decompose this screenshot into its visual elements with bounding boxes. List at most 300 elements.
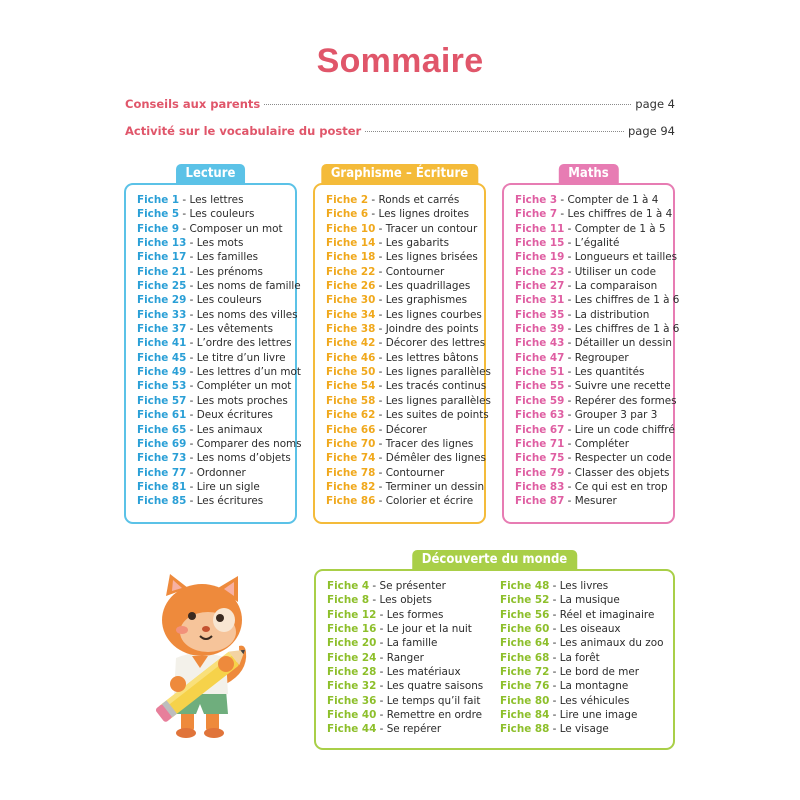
fiche-item[interactable] (137, 207, 295, 221)
fiche-separator: - (375, 222, 386, 235)
fiche-separator: - (186, 380, 197, 393)
fiche-item[interactable] (500, 636, 673, 650)
fiche-number: Fiche 23 (515, 265, 565, 278)
fiche-number: Fiche 8 (327, 594, 370, 607)
fiche-number: Fiche 30 (326, 294, 376, 307)
fiche-list (327, 579, 500, 737)
fiche-number: Fiche 67 (515, 423, 565, 436)
fiche-item[interactable] (137, 236, 295, 250)
fiche-item[interactable] (515, 379, 673, 393)
fiche-label: Compléter un mot (196, 380, 292, 393)
fiche-item[interactable] (326, 351, 484, 365)
fiche-label: Les prénoms (196, 265, 263, 278)
fiche-item[interactable] (137, 250, 295, 264)
fiche-separator: - (549, 594, 560, 607)
fiche-separator: - (186, 394, 197, 407)
fiche-item[interactable] (515, 437, 673, 451)
fiche-label: Les noms d’objets (196, 452, 291, 465)
fiche-number: Fiche 36 (327, 694, 377, 707)
fiche-item[interactable] (326, 207, 484, 221)
fiche-number: Fiche 61 (137, 409, 187, 422)
fiche-label: Les lettres (189, 194, 244, 206)
fiche-separator: - (186, 337, 197, 350)
fiche-label: Les livres (559, 580, 609, 592)
fiche-item[interactable] (515, 293, 680, 307)
fiche-item[interactable] (500, 593, 673, 607)
fiche-number: Fiche 35 (515, 308, 565, 321)
fiche-separator: - (368, 208, 379, 221)
fiche-label: Les graphismes (385, 294, 468, 307)
fiche-item[interactable] (515, 308, 673, 322)
fiche-item[interactable] (500, 708, 673, 722)
fiche-separator: - (186, 294, 197, 307)
fiche-label: Les lignes droites (378, 208, 470, 221)
fiche-item[interactable] (515, 279, 673, 293)
fiche-item[interactable] (137, 322, 295, 336)
fiche-separator: - (549, 709, 560, 722)
fiche-separator: - (564, 423, 575, 436)
fiche-item[interactable] (500, 622, 673, 636)
fiche-separator: - (186, 237, 197, 250)
fiche-number: Fiche 51 (515, 366, 565, 379)
fiche-number: Fiche 22 (326, 265, 376, 278)
fiche-number: Fiche 59 (515, 394, 565, 407)
fiche-separator: - (376, 651, 387, 664)
fiche-label: Les animaux du zoo (559, 637, 664, 650)
fiche-label: Les lignes brisées (385, 251, 478, 264)
fiche-separator: - (368, 194, 379, 206)
fiche-item[interactable] (137, 265, 295, 279)
fiche-item[interactable] (500, 722, 673, 736)
fiche-item[interactable] (515, 451, 673, 465)
fiche-separator: - (179, 222, 190, 235)
fiche-separator: - (369, 580, 380, 592)
fiche-label: Les quadrillages (385, 280, 471, 293)
fiche-label: L’ordre des lettres (196, 337, 292, 350)
fiche-item[interactable] (326, 394, 491, 408)
section-lecture (124, 166, 302, 524)
fiche-label: Regrouper (574, 351, 629, 364)
fiche-label: Compter de 1 à 5 (574, 222, 666, 235)
fiche-number: Fiche 68 (500, 651, 550, 664)
fiche-label: Le temps qu’il fait (386, 694, 481, 707)
fiche-label: Les véhicules (559, 694, 630, 707)
fiche-label: Décorer des lettres (385, 337, 486, 350)
fiche-label: Ordonner (196, 466, 246, 479)
fiche-number: Fiche 64 (500, 637, 550, 650)
toc-label: Conseils aux parents (125, 97, 261, 111)
fiche-item[interactable] (137, 394, 295, 408)
fiche-separator: - (376, 637, 387, 650)
fiche-label: Démêler des lignes (385, 452, 486, 465)
fiche-number: Fiche 58 (326, 394, 376, 407)
fiche-label: Classer des objets (574, 466, 670, 479)
fiche-label: Deux écritures (196, 409, 273, 422)
fiche-number: Fiche 52 (500, 594, 550, 607)
toc-label: Activité sur le vocabulaire du poster (125, 124, 362, 138)
fiche-number: Fiche 69 (137, 437, 187, 450)
fiche-separator: - (375, 251, 386, 264)
fiche-number: Fiche 70 (326, 437, 376, 450)
fiche-separator: - (375, 265, 386, 278)
fiche-number: Fiche 76 (500, 680, 550, 693)
fiche-item[interactable] (515, 466, 673, 480)
fiche-separator: - (375, 323, 386, 336)
fiche-separator: - (564, 495, 575, 508)
fiche-separator: - (186, 251, 197, 264)
fiche-number: Fiche 39 (515, 323, 565, 336)
fiche-number: Fiche 57 (137, 394, 187, 407)
fiche-item[interactable] (137, 365, 301, 379)
fiche-label: Comparer des noms (196, 437, 302, 450)
fiche-label: Les lignes courbes (385, 308, 482, 321)
fiche-number: Fiche 9 (137, 222, 180, 235)
toc-line-parents[interactable] (125, 97, 675, 111)
fiche-label: La distribution (574, 308, 650, 321)
fiche-separator: - (186, 437, 197, 450)
fiche-label: Les écritures (196, 495, 264, 508)
fiche-number: Fiche 37 (137, 323, 187, 336)
fiche-label: Les familles (196, 251, 259, 264)
fiche-item[interactable] (137, 293, 295, 307)
fiche-separator: - (186, 308, 197, 321)
fiche-separator: - (549, 666, 560, 679)
fiche-number: Fiche 63 (515, 409, 565, 422)
fiche-item[interactable] (515, 394, 677, 408)
fiche-item[interactable] (137, 408, 295, 422)
fiche-number: Fiche 31 (515, 294, 565, 307)
fiche-label: Joindre des points (385, 323, 479, 336)
fiche-list (504, 193, 680, 509)
fiche-separator: - (564, 337, 575, 350)
fiche-item[interactable] (515, 250, 678, 264)
fiche-label: Grouper 3 par 3 (574, 409, 658, 422)
fiche-number: Fiche 21 (137, 265, 187, 278)
fiche-separator: - (375, 308, 386, 321)
fiche-number: Fiche 71 (515, 437, 565, 450)
fiche-list (315, 193, 491, 509)
fiche-item[interactable] (326, 222, 484, 236)
fiche-label: Respecter un code (574, 452, 672, 465)
fiche-item[interactable] (137, 336, 295, 350)
fiche-item[interactable] (515, 222, 673, 236)
fiche-item[interactable] (326, 494, 484, 508)
cat-with-pencil-icon (148, 572, 258, 742)
fiche-label: Colorier et écrire (385, 495, 474, 508)
fiche-separator: - (375, 351, 386, 364)
fiche-item[interactable] (326, 265, 484, 279)
fiche-label: Les tracés continus (385, 380, 487, 393)
fiche-separator: - (564, 480, 575, 493)
fiche-separator: - (375, 337, 386, 350)
fiche-separator: - (186, 452, 197, 465)
fiche-separator: - (186, 495, 197, 508)
fiche-label: Longueurs et tailles (574, 251, 678, 264)
fiche-number: Fiche 82 (326, 480, 376, 493)
fiche-item[interactable] (326, 279, 484, 293)
page-title: Sommaire (316, 42, 484, 80)
fiche-separator: - (375, 423, 386, 436)
section-maths (502, 166, 680, 524)
fiche-item[interactable] (137, 480, 295, 494)
fiche-separator: - (179, 194, 190, 206)
fiche-item[interactable] (327, 579, 500, 593)
fiche-separator: - (549, 723, 560, 736)
fiche-number: Fiche 29 (137, 294, 187, 307)
fiche-separator: - (375, 495, 386, 508)
fiche-item[interactable] (515, 265, 673, 279)
fiche-separator: - (376, 723, 387, 736)
fiche-item[interactable] (326, 293, 484, 307)
fiche-number: Fiche 47 (515, 351, 565, 364)
fiche-item[interactable] (326, 451, 484, 465)
fiche-label: Le jour et la nuit (386, 623, 472, 636)
fiche-number: Fiche 79 (515, 466, 565, 479)
fiche-number: Fiche 75 (515, 452, 565, 465)
fiche-label: Se présenter (379, 580, 446, 592)
fiche-item[interactable] (137, 494, 295, 508)
fiche-number: Fiche 66 (326, 423, 376, 436)
fiche-number: Fiche 40 (327, 709, 377, 722)
fiche-item[interactable] (515, 236, 673, 250)
fiche-item[interactable] (327, 665, 500, 679)
fiche-item[interactable] (326, 379, 487, 393)
fiche-number: Fiche 27 (515, 280, 565, 293)
fiche-label: Les animaux (196, 423, 263, 436)
fiche-number: Fiche 84 (500, 709, 550, 722)
fiche-item[interactable] (326, 466, 484, 480)
fiche-separator: - (186, 265, 197, 278)
fiche-item[interactable] (137, 379, 295, 393)
fiche-item[interactable] (515, 423, 673, 437)
fiche-separator: - (186, 280, 197, 293)
fiche-item[interactable] (137, 466, 295, 480)
fiche-item[interactable] (327, 608, 500, 622)
fiche-number: Fiche 18 (326, 251, 376, 264)
fiche-number: Fiche 34 (326, 308, 376, 321)
fiche-item[interactable] (327, 722, 500, 736)
fiche-number: Fiche 53 (137, 380, 187, 393)
section-tab-graphisme: Graphisme – Écriture (321, 164, 478, 184)
fiche-label: L’égalité (574, 237, 620, 250)
fiche-separator: - (564, 308, 575, 321)
fiche-item[interactable] (327, 679, 500, 693)
fiche-label: Composer un mot (189, 222, 283, 235)
fiche-number: Fiche 38 (326, 323, 376, 336)
fiche-item[interactable] (326, 365, 491, 379)
fiche-item[interactable] (326, 437, 484, 451)
fiche-label: La comparaison (574, 280, 658, 293)
fiche-separator: - (375, 394, 386, 407)
fiche-item[interactable] (515, 494, 673, 508)
fiche-separator: - (375, 409, 386, 422)
fiche-item[interactable] (500, 679, 673, 693)
fiche-separator: - (564, 351, 575, 364)
fiche-number: Fiche 32 (327, 680, 377, 693)
fiche-label: Repérer des formes (574, 394, 677, 407)
fiche-separator: - (549, 580, 560, 592)
fiche-item[interactable] (326, 322, 484, 336)
fiche-number: Fiche 55 (515, 380, 565, 393)
fiche-item[interactable] (137, 308, 298, 322)
fiche-item[interactable] (327, 593, 500, 607)
section-tab-lecture: Lecture (176, 164, 246, 184)
fiche-separator: - (564, 323, 575, 336)
fiche-number: Fiche 78 (326, 466, 376, 479)
fiche-number: Fiche 7 (515, 208, 558, 221)
fiche-label: Ce qui est en trop (574, 480, 668, 493)
fiche-number: Fiche 11 (515, 222, 565, 235)
fiche-list (500, 579, 673, 737)
fiche-separator: - (549, 651, 560, 664)
fiche-number: Fiche 46 (326, 351, 376, 364)
fiche-number: Fiche 15 (515, 237, 565, 250)
section-decouverte-monde (314, 552, 675, 750)
fiche-item[interactable] (137, 423, 295, 437)
fiche-number: Fiche 86 (326, 495, 376, 508)
fiche-number: Fiche 50 (326, 366, 376, 379)
fiche-number: Fiche 62 (326, 409, 376, 422)
fiche-separator: - (564, 380, 575, 393)
fiche-item[interactable] (327, 708, 500, 722)
fiche-label: La famille (386, 637, 438, 650)
fiche-label: Les chiffres de 1 à 4 (567, 208, 673, 221)
fiche-number: Fiche 45 (137, 351, 187, 364)
fiche-separator: - (564, 437, 575, 450)
fiche-label: Le visage (559, 723, 609, 736)
fiche-separator: - (186, 323, 197, 336)
fiche-item[interactable] (515, 336, 673, 350)
fiche-separator: - (564, 294, 575, 307)
fiche-number: Fiche 42 (326, 337, 376, 350)
fiche-separator: - (564, 452, 575, 465)
fiche-label: Compléter (574, 437, 630, 450)
fiche-item[interactable] (326, 250, 484, 264)
fiche-label: La musique (559, 594, 620, 607)
fiche-item[interactable] (137, 222, 295, 236)
fiche-item[interactable] (515, 193, 673, 207)
fiche-number: Fiche 87 (515, 495, 565, 508)
fiche-item[interactable] (327, 636, 500, 650)
fiche-number: Fiche 19 (515, 251, 565, 264)
fiche-separator: - (549, 694, 560, 707)
fiche-label: Les formes (386, 608, 444, 621)
fiche-item[interactable] (326, 408, 489, 422)
fiche-label: Tracer des lignes (385, 437, 474, 450)
fiche-label: Ranger (386, 651, 424, 664)
fiche-item[interactable] (137, 351, 295, 365)
fiche-item[interactable] (327, 622, 500, 636)
fiche-list (126, 193, 302, 509)
fiche-separator: - (564, 394, 575, 407)
fiche-number: Fiche 16 (327, 623, 377, 636)
fiche-item[interactable] (137, 451, 295, 465)
fiche-separator: - (564, 251, 575, 264)
fiche-label: Suivre une recette (574, 380, 671, 393)
fiche-number: Fiche 54 (326, 380, 376, 393)
fiche-label: Terminer un dessin (385, 480, 485, 493)
fiche-number: Fiche 12 (327, 608, 377, 621)
fiche-item[interactable] (500, 579, 673, 593)
fiche-item[interactable] (500, 651, 673, 665)
fiche-label: Contourner (385, 466, 445, 479)
fiche-separator: - (375, 366, 386, 379)
toc-line-poster[interactable] (125, 124, 675, 138)
fiche-item[interactable] (515, 322, 680, 336)
fiche-label: Se repérer (386, 723, 442, 736)
fiche-label: Réel et imaginaire (559, 608, 655, 621)
fiche-label: Tracer un contour (385, 222, 478, 235)
fiche-label: Le titre d’un livre (196, 351, 286, 364)
fiche-label: Les chiffres de 1 à 6 (574, 323, 680, 336)
fiche-item[interactable] (326, 480, 484, 494)
fiche-separator: - (376, 666, 387, 679)
fiche-separator: - (186, 466, 197, 479)
fiche-item[interactable] (515, 351, 673, 365)
fiche-item[interactable] (326, 308, 484, 322)
fiche-separator: - (549, 623, 560, 636)
fiche-item[interactable] (515, 207, 673, 221)
fiche-label: Les quantités (574, 366, 645, 379)
fiche-item[interactable] (137, 279, 301, 293)
fiche-number: Fiche 26 (326, 280, 376, 293)
fiche-separator: - (179, 208, 190, 221)
fiche-item[interactable] (515, 480, 673, 494)
fiche-item[interactable] (326, 336, 484, 350)
fiche-separator: - (557, 208, 568, 221)
fiche-number: Fiche 6 (326, 208, 369, 221)
fiche-number: Fiche 41 (137, 337, 187, 350)
fiche-number: Fiche 77 (137, 466, 187, 479)
fiche-separator: - (376, 680, 387, 693)
fiche-item[interactable] (515, 408, 673, 422)
fiche-item[interactable] (137, 193, 295, 207)
fiche-number: Fiche 60 (500, 623, 550, 636)
fiche-number: Fiche 25 (137, 280, 187, 293)
fiche-label: Les mots (196, 237, 244, 250)
fiche-item[interactable] (326, 236, 484, 250)
fiche-number: Fiche 10 (326, 222, 376, 235)
fiche-separator: - (376, 623, 387, 636)
fiche-number: Fiche 13 (137, 237, 187, 250)
leader-dots (365, 131, 624, 132)
fiche-item[interactable] (326, 423, 484, 437)
fiche-item[interactable] (326, 193, 484, 207)
fiche-separator: - (564, 366, 575, 379)
fiche-label: Les lettres bâtons (385, 351, 479, 364)
fiche-item[interactable] (500, 665, 673, 679)
fiche-label: La montagne (559, 680, 629, 693)
fiche-separator: - (549, 608, 560, 621)
fiche-item[interactable] (327, 694, 500, 708)
fiche-item[interactable] (515, 365, 673, 379)
fiche-separator: - (375, 294, 386, 307)
fiche-label: Les couleurs (196, 294, 262, 307)
fiche-label: Les lignes parallèles (385, 394, 491, 407)
fiche-item[interactable] (500, 694, 673, 708)
fiche-label: Les quatre saisons (386, 680, 484, 693)
fiche-separator: - (375, 237, 386, 250)
fiche-number: Fiche 83 (515, 480, 565, 493)
fiche-separator: - (564, 222, 575, 235)
fiche-separator: - (186, 351, 197, 364)
fiche-separator: - (549, 680, 560, 693)
fiche-item[interactable] (137, 437, 302, 451)
fiche-separator: - (375, 437, 386, 450)
fiche-item[interactable] (500, 608, 673, 622)
fiche-item[interactable] (327, 651, 500, 665)
fiche-separator: - (375, 466, 386, 479)
